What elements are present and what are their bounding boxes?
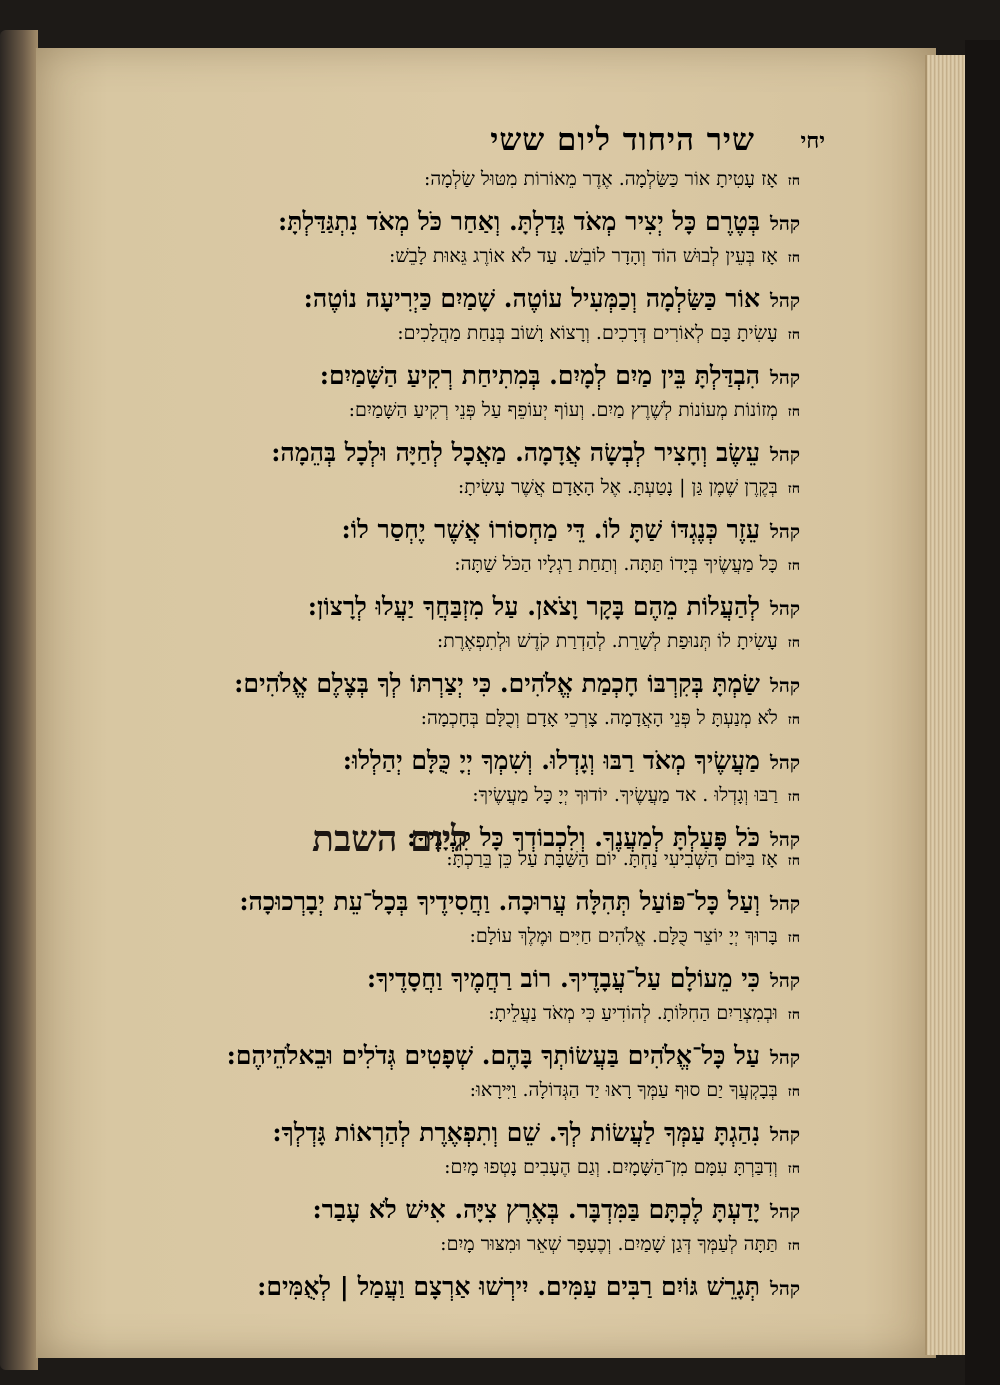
verse-text: בְּקֶרֶן שֶׁמֶן גַּן | נָטַעְתָּ. אֶל הָאָדָם אֲשֶׁר עָשִׂיתָ: (457, 476, 778, 498)
hazzan-marker: חז (787, 173, 800, 189)
hazzan-marker: חז (787, 327, 800, 343)
hazzan-marker: חז (787, 1238, 800, 1254)
book-cover-right (965, 40, 1000, 1385)
hazzan-marker: חז (787, 930, 800, 946)
verse-line-hazzan (424, 168, 800, 191)
verse-text: וְעַל כָּל־פּוֹעַל תְּהִלָּה עֲרוּכָה. וַחֲסִידֶיךָ בְּכָל־עֵת יְבָרְכוּכָה: (239, 886, 761, 916)
verse-text: מְזוֹנוֹת מְעוֹנוֹת לְשֶׁרֶץ מַיִם. וְעוֹף יְעוֹפֵף עַל פְּנֵי רְקִיעַ הַשָּׁמַיִם: (348, 399, 778, 421)
kahal-marker: קהל (770, 751, 800, 774)
hazzan-marker: חז (787, 1161, 800, 1177)
page-title: שיר היחוד ליום ששי (490, 122, 755, 158)
verse-line-hazzan (444, 1156, 800, 1179)
verse-text: וְדִבַּרְתָּ עִמָּם מִן־הַשָּׁמָיִם. וְגַם הֶעָבִים נָטְפוּ מָיִם: (444, 1156, 778, 1178)
kahal-marker: קהל (770, 597, 800, 620)
verse-text: תְּגָרֵשׁ גּוֹיִם רַבִּים עַמִּים. יִירְשׁוּ אַרְצָם וַעֲמַל | לְאֻמִּים: (257, 1271, 761, 1301)
verse-line-kahal (272, 1118, 800, 1148)
kahal-marker: קהל (770, 1046, 800, 1069)
hazzan-marker: חז (787, 635, 800, 651)
verse-text: עַל כָּל־אֱלֹהִים בַּעֲשׂוֹתְךָ בָּהֶם. שְׁפָטִים גְּדֹלִים וּבֵאלֹהֵיהֶם: (226, 1040, 761, 1070)
verse-line-kahal (320, 361, 800, 391)
verse-text: רַבּוּ וְגָדְלוּ . אד מַעֲשֶׂיךָ. יוֹדוּךָ יְיָ כָּל מַעֲשֶׂיךָ: (472, 784, 778, 806)
verse-text: כָּל מַעֲשֶׂיךָ בְּיָדוֹ תַּתָּה. וְתַחַת רַגְלָיו הַכֹּל שַׁתָּה: (454, 553, 778, 575)
verse-line-hazzan (458, 476, 800, 499)
verse-line-hazzan (446, 848, 800, 871)
verse-text: תַּתָּה לְעַמְּךָ דְּגַן שָׁמַיִם. וְכֶעָפָר שְׁאֵר וּמִצּוּר מָיִם: (440, 1233, 778, 1255)
verse-text: אָז בַּיּוֹם הַשְּׁבִיעִי נַחְתָּ. יוֹם הַשַּׁבָּת עַל כֵּן בֵּרַכְתָּ: (446, 848, 778, 870)
kahal-marker: קהל (770, 828, 800, 851)
verse-text: עֵשֶׂב וְחָצִיר לְבְשָׂה אֲדָמָה. מַאֲכָל לְחַיָּה וּלְכָל בְּהֵמָה: (271, 437, 761, 467)
verse-text: מַעֲשֶׂיךָ מְאֹד רַבּוּ וְגָדְלוּ. וְשִׁמְךָ יְיָ כֻּלָּם יְהַלְלוּ: (342, 745, 761, 775)
verse-line-kahal (227, 1041, 800, 1071)
hazzan-marker: חז (787, 481, 800, 497)
verse-line-hazzan (389, 245, 800, 268)
verse-line-kahal (278, 207, 800, 237)
verse-line-hazzan (421, 707, 800, 730)
section-heading: ליום השבת (312, 818, 468, 860)
verse-text: הִבְדַּלְתָּ בֵּין מַיִם לְמָיִם. בְּמִתִיחַת רְקִיעַ הַשָּׁמַיִם: (319, 360, 761, 390)
hazzan-marker: חז (787, 558, 800, 574)
verse-line-hazzan (469, 925, 800, 948)
page-header (80, 122, 825, 162)
hazzan-marker: חז (787, 404, 800, 420)
verse-text: עָשִׂיתָ בָּם לְאוֹרִים דְּרָכִים. וְרָצוֹא וָשׁוֹב בְּנַחַת מַהֲלָכִים: (397, 322, 778, 344)
hazzan-marker: חז (787, 1084, 800, 1100)
kahal-marker: קהל (770, 1200, 800, 1223)
kahal-marker: קהל (770, 366, 800, 389)
hazzan-marker: חז (787, 853, 800, 869)
kahal-marker: קהל (770, 892, 800, 915)
kahal-marker: קהל (770, 1123, 800, 1146)
kahal-marker: קהל (770, 674, 800, 697)
hazzan-marker: חז (787, 712, 800, 728)
kahal-marker: קהל (770, 969, 800, 992)
verse-text: לֹא מְנַעְתָּ ל פְּנֵי הָאֲדָמָה. צָרְכֵי אָדָם וְכֻלָּם בְּחָכְמָה: (420, 707, 778, 729)
verse-text: בְּבָקְעֲךָ יַם סוּף עַמְּךָ רָאוּ יַד הַגְּדוֹלָה. וַיִּירָאוּ: (469, 1079, 778, 1101)
verse-line-hazzan (454, 553, 800, 576)
verse-text: בְּטֶרֶם כָּל יְצִיר מְאֹד גָּדַלְתָּ. וְאַחַר כֹּל מְאֹד נִתְגַּדַּלְתָּ: (277, 206, 761, 236)
verse-text: אוֹר כַּשַּׂלְמָה וְכַמְּעִיל עוֹטֶה. שָׁמַיִם כַּיְרִיעָה נוֹטֶה: (303, 283, 761, 313)
hazzan-marker: חז (787, 250, 800, 266)
verse-line-kahal (308, 592, 800, 622)
verse-line-kahal (271, 438, 800, 468)
verse-text: אָז עָטִיתָ אוֹר כַּשַּׂלְמָה. אֶדֶר מֵאוֹרוֹת מִטּוּל שַׂלְמָה: (423, 168, 778, 190)
verse-line-hazzan (440, 1233, 800, 1256)
verse-line-hazzan (437, 630, 800, 653)
kahal-marker: קהל (770, 212, 800, 235)
verse-line-kahal (367, 964, 800, 994)
verse-text: עָשִׂיתָ לוֹ תְּנוּפַת לְשָׁרֵת. לְהַדְרַת קֹדֶשׁ וּלְתִפְאֶרֶת: (436, 630, 778, 652)
verse-text: וּבְמִצְרַיִם הַחִלּוֹתָ. לְהוֹדִיעַ כִּי מְאֹד נַעֲלֵיתָ: (488, 1002, 778, 1024)
verse-text: כִּי מֵעוֹלָם עַל־עֲבָדֶיךָ. רוֹב רַחֲמֶיךָ וַחֲסָדֶיךָ: (366, 963, 761, 993)
kahal-marker: קהל (770, 289, 800, 312)
verse-line-hazzan (470, 1079, 800, 1102)
verse-line-kahal (343, 746, 800, 776)
verse-text: נִהַגְתָּ עַמְּךָ לַעֲשׂוֹת לְךָ. שֵׁם וְתִפְאֶרֶת לְהַרְאוֹת גָּדְלְךָ: (272, 1117, 761, 1147)
verse-line-hazzan (488, 1002, 800, 1025)
verse-text: שַׂמְתָּ בְּקִרְבּוֹ חָכְמַת אֱלֹהִים. כִּי יְצַרְתּוֹ לְךָ בְּצֶלֶם אֱלֹהִים: (234, 668, 761, 698)
verse-text: עֵזֶר כְּנֶגְדּוֹ שַׁתָּ לוֹ. דֵּי מַחְסוֹרוֹ אֲשֶׁר יֶחְסַר לוֹ: (341, 514, 761, 544)
hazzan-marker: חז (787, 1007, 800, 1023)
verse-line-kahal (304, 284, 800, 314)
book-binding-left (0, 30, 38, 1370)
page-number: יחי (800, 128, 825, 154)
verse-line-kahal (239, 887, 800, 917)
kahal-marker: קהל (770, 1277, 800, 1300)
verse-line-hazzan (397, 322, 800, 345)
verse-text: כֹּל פָּעַלְתָּ לְמַעֲנֶךָ. וְלִכְבוֹדְךָ כָּל קִנְיָנֶיךָ: (406, 822, 761, 852)
verse-text: יָדַעְתָּ לֶכְתָּם בַּמִּדְבָּר. בְּאֶרֶץ צִיָּה. אִישׁ לֹא עָבַר: (312, 1194, 761, 1224)
verse-line-hazzan (349, 399, 800, 422)
hazzan-marker: חז (787, 789, 800, 805)
verse-text: לְהַעֲלוֹת מֵהֶם בָּקָר וָצֹאן. עַל מִזְבַּחֲךָ יַעֲלוּ לְרָצוֹן: (307, 591, 761, 621)
verse-text: אָז בְּעֵין לְבוּשׁ הוֹד וְהָדָר לוֹבֵשׁ. עַד לֹא אוֹרֶג גֵּאוּת לָבֵשׁ: (388, 245, 778, 267)
verse-line-kahal (342, 515, 800, 545)
kahal-marker: קהל (770, 443, 800, 466)
verse-line-kahal (257, 1272, 800, 1302)
verse-text: בָּרוּךְ יְיָ יוֹצֵר כֻּלָּם. אֱלֹהִים חַיִּים וּמֶלֶךְ עוֹלָם: (469, 925, 778, 947)
verse-line-kahal (313, 1195, 800, 1225)
verse-line-kahal (234, 669, 800, 699)
verse-line-hazzan (472, 784, 800, 807)
kahal-marker: קהל (770, 520, 800, 543)
